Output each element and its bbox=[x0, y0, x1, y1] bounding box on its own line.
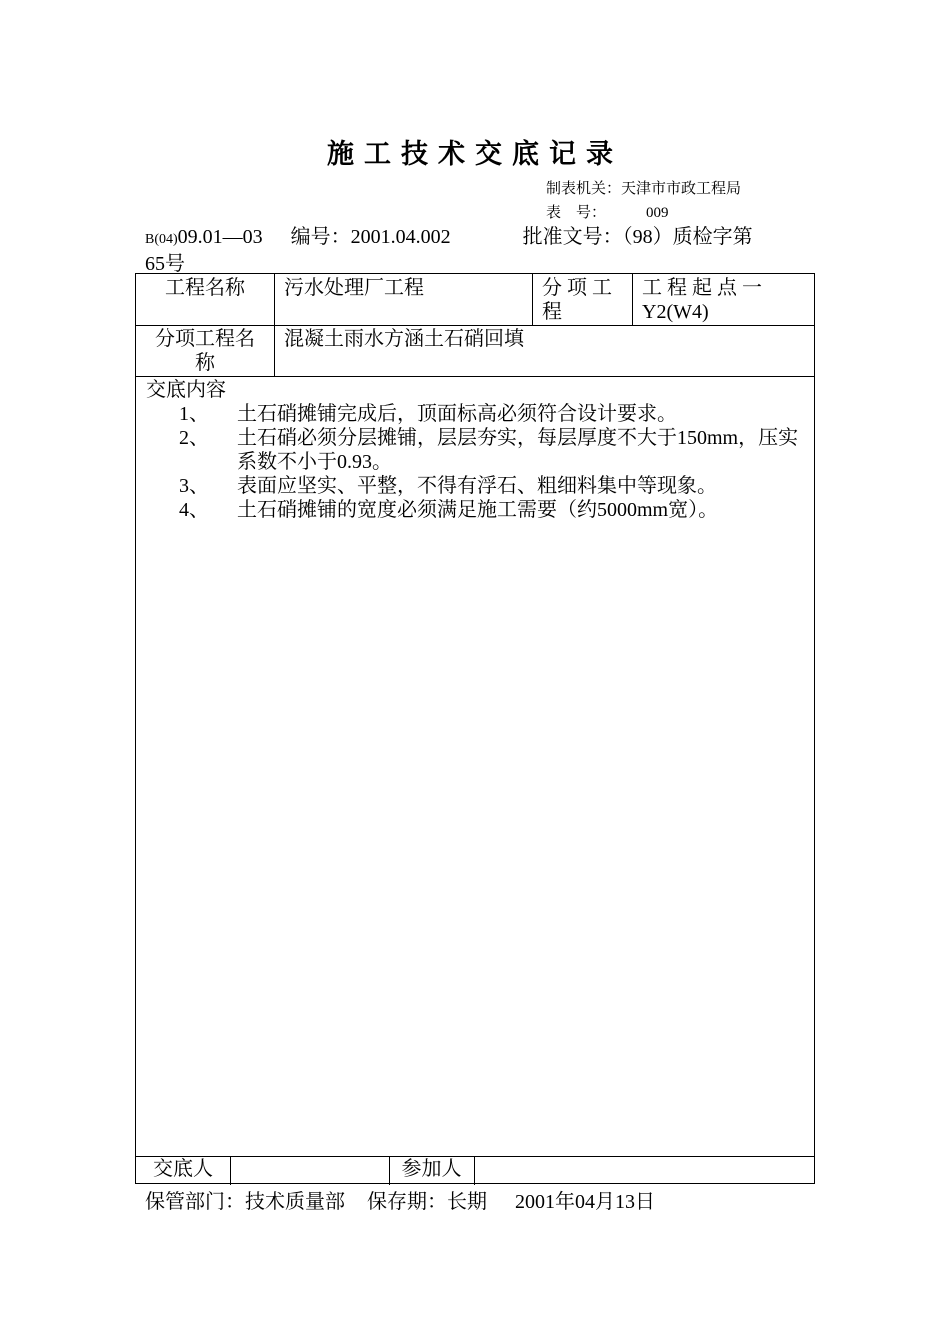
project-name-value: 污水处理厂工程 bbox=[284, 277, 424, 299]
discloser-label: 交底人 bbox=[153, 1158, 213, 1180]
item-number: 3、 bbox=[179, 475, 209, 497]
list-item bbox=[136, 474, 816, 498]
document-meta bbox=[145, 225, 815, 276]
form-number bbox=[546, 201, 669, 222]
disclosure-table bbox=[135, 273, 815, 1184]
sub-project-label-line2: 称 bbox=[195, 352, 215, 374]
project-name-label: 工程名称 bbox=[165, 277, 245, 299]
sub-item-value bbox=[642, 276, 808, 324]
retention-period: 保存期：长期 bbox=[367, 1191, 487, 1213]
sub-item-label-line2: 程 bbox=[542, 301, 562, 323]
approval-number-cont: 65号 bbox=[145, 253, 185, 275]
document-title: 施工技术交底记录 bbox=[327, 139, 623, 169]
document-footer bbox=[145, 1185, 655, 1214]
list-item bbox=[136, 426, 816, 474]
issuing-authority: 制表机关：天津市市政工程局 bbox=[546, 181, 742, 197]
participant-label: 参加人 bbox=[401, 1158, 462, 1180]
list-item bbox=[136, 498, 816, 522]
list-item bbox=[136, 402, 816, 426]
item-text: 土石硝摊铺的宽度必须满足施工需要（约5000mm宽）。 bbox=[237, 499, 719, 521]
sub-item-label bbox=[542, 276, 626, 324]
approval-number: 批准文号：（98）质检字第 bbox=[522, 226, 753, 248]
item-text: 土石硝摊铺完成后，顶面标高必须符合设计要求。 bbox=[237, 403, 677, 425]
content-label: 交底内容 bbox=[146, 379, 226, 401]
form-number-label: 表 号： bbox=[546, 205, 607, 221]
disclosure-items bbox=[136, 402, 816, 522]
document-date: 2001年04月13日 bbox=[515, 1191, 655, 1213]
item-number: 4、 bbox=[179, 499, 209, 521]
sub-project-label-line1: 分项工程名 bbox=[155, 328, 255, 350]
item-number: 2、 bbox=[179, 427, 209, 449]
item-text: 土石硝必须分层摊铺，层层夯实，每层厚度不大于150mm，压实系数不小于0.93。 bbox=[237, 427, 799, 473]
custody-department: 保管部门：技术质量部 bbox=[145, 1191, 345, 1213]
sub-project-label bbox=[136, 327, 274, 375]
serial-number: 编号：2001.04.002 bbox=[290, 226, 451, 248]
code-main: 09.01—03 bbox=[177, 226, 263, 248]
sub-item-label-line1: 分 项 工 bbox=[542, 277, 612, 299]
sub-item-value-line1: 工 程 起 点 一 bbox=[642, 277, 762, 299]
sub-item-value-line2: Y2(W4) bbox=[642, 301, 709, 323]
item-text: 表面应坚实、平整，不得有浮石、粗细料集中等现象。 bbox=[237, 475, 717, 497]
form-number-value: 009 bbox=[646, 205, 669, 221]
sub-project-value: 混凝土雨水方涵土石硝回填 bbox=[284, 328, 524, 350]
item-number: 1、 bbox=[179, 403, 209, 425]
code-prefix: B(04) bbox=[145, 232, 178, 247]
